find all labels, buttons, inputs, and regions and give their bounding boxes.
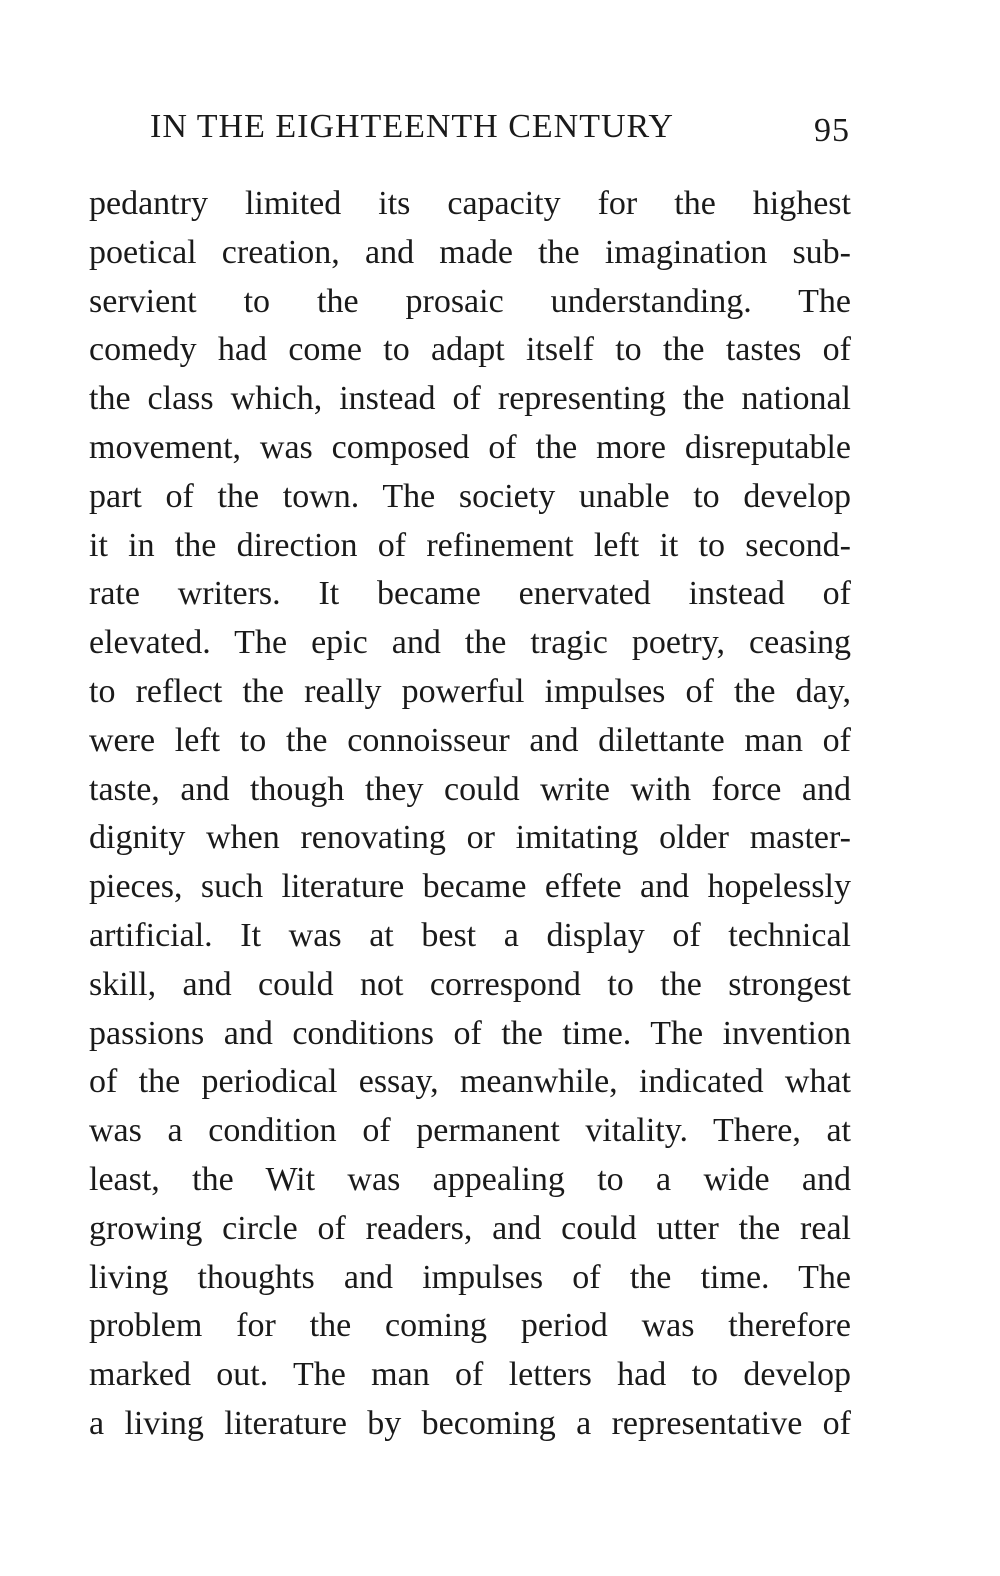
text-line: living thoughts and impulses of the time. The — [89, 1258, 851, 1296]
text-line: taste, and though they could write with force and — [89, 770, 851, 808]
text-line: a living literature by becoming a representative of — [89, 1404, 851, 1442]
running-head — [150, 108, 850, 154]
text-line: skill, and could not correspond to the strongest — [89, 965, 851, 1003]
text-line: pieces, such literature became effete and hopelessly — [89, 868, 851, 906]
text-line: poetical creation, and made the imagination sub- — [89, 233, 851, 271]
text-line: movement, was composed of the more disreputable — [89, 428, 851, 466]
body-text — [89, 180, 851, 1449]
text-line: problem for the coming period was therefore — [89, 1307, 851, 1345]
text-line: dignity when renovating or imitating older master- — [89, 819, 851, 857]
text-line: servient to the prosaic understanding. The — [89, 282, 851, 320]
page-number: 95 — [814, 112, 850, 149]
text-line: comedy had come to adapt itself to the tastes of — [89, 331, 851, 369]
text-line: elevated. The epic and the tragic poetry, ceasing — [89, 624, 851, 662]
text-line: passions and conditions of the time. The invention — [89, 1014, 851, 1052]
text-line: pedantry limited its capacity for the highest — [89, 185, 851, 222]
text-line: part of the town. The society unable to develop — [89, 477, 851, 515]
text-line: was a condition of permanent vitality. There, at — [89, 1112, 851, 1150]
text-line: artificial. It was at best a display of technical — [89, 916, 851, 954]
text-line: marked out. The man of letters had to develop — [89, 1356, 851, 1394]
running-title: IN THE EIGHTEENTH CENTURY — [150, 108, 674, 145]
text-line: were left to the connoisseur and dilettante man of — [89, 721, 851, 759]
text-line: least, the Wit was appealing to a wide and — [89, 1160, 851, 1198]
text-line: growing circle of readers, and could utter the real — [89, 1209, 851, 1247]
text-line: it in the direction of refinement left it to second- — [89, 526, 851, 564]
text-line: of the periodical essay, meanwhile, indicated what — [89, 1063, 851, 1101]
text-line: the class which, instead of representing the national — [89, 380, 851, 418]
text-line: to reflect the really powerful impulses of the day, — [89, 672, 851, 710]
text-line: rate writers. It became enervated instead of — [89, 575, 851, 613]
